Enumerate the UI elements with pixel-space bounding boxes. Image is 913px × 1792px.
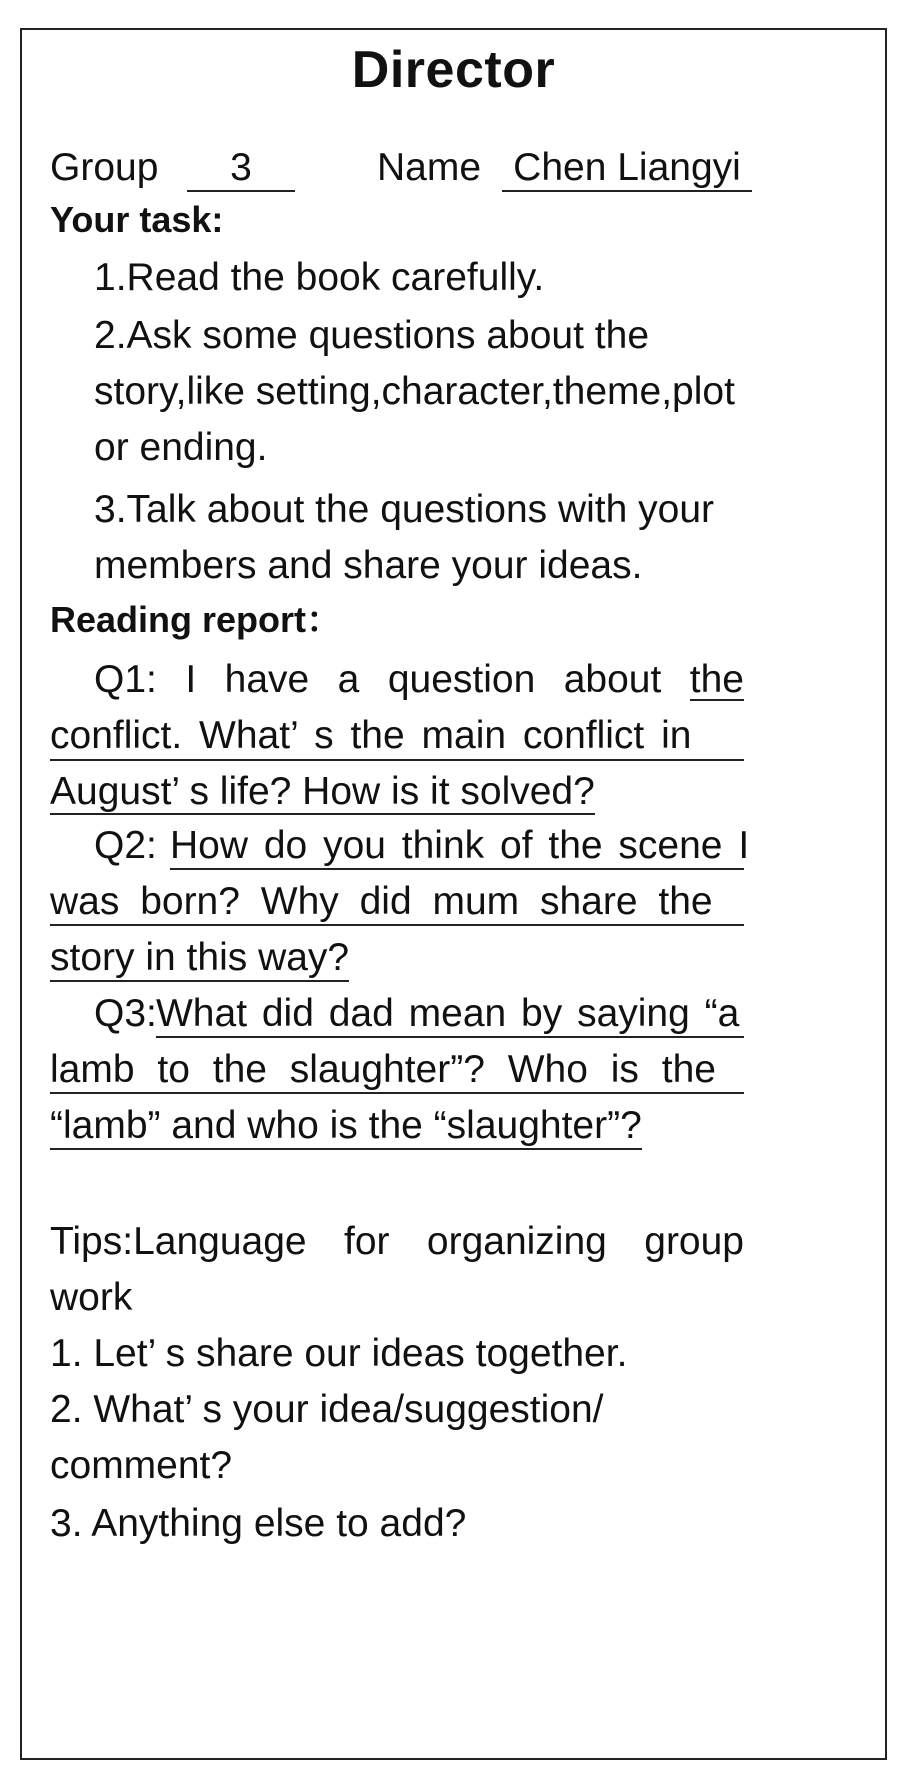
q2-line-3: story in this way?: [50, 938, 349, 982]
tips-word: for: [343, 1220, 390, 1263]
q1-word: a: [337, 658, 360, 701]
group-blank-line: [187, 190, 295, 192]
tips-word: Tips:Language: [50, 1220, 307, 1263]
q1-line-2: [50, 716, 744, 755]
tips-word: organizing: [426, 1220, 607, 1263]
tips-item-2: 2. What’ s your idea/suggestion/: [50, 1388, 604, 1431]
q1-line-1: [94, 660, 744, 701]
tips-item-3: 3. Anything else to add?: [50, 1502, 467, 1545]
q1-word: have: [224, 658, 310, 701]
q3-line-2: lamb to the slaughter”? Who is the: [50, 1050, 744, 1094]
report-heading: Reading report：: [50, 599, 343, 640]
group-value: 3: [230, 146, 252, 189]
q1-text: conflict. What’ s the main conflict in: [50, 714, 692, 757]
task-line-2: 2.Ask some questions about the: [94, 314, 650, 357]
q3-line-1: What did dad mean by saying “a: [156, 994, 744, 1038]
q1-label: Q1:: [94, 658, 157, 701]
task-line-4: or ending.: [94, 426, 268, 469]
name-value: Chen Liangyi: [513, 146, 741, 189]
q3-label: Q3:: [94, 992, 157, 1035]
q3-line-3: “lamb” and who is the “slaughter”?: [50, 1106, 642, 1150]
q1-underlined-word: the: [689, 658, 744, 701]
card-title: Director: [351, 41, 556, 99]
tips-word: group: [644, 1220, 744, 1263]
director-role-card: [20, 28, 887, 1760]
name-blank-line: [502, 190, 752, 192]
task-line-1: 1.Read the book carefully.: [94, 256, 545, 299]
q2-label: Q2:: [94, 824, 157, 867]
q1-underline-2: [50, 759, 744, 761]
name-label: Name: [377, 146, 482, 189]
q1-word: question: [387, 658, 536, 701]
q1-line-3: August’ s life? How is it solved?: [50, 770, 595, 813]
q2-line-2: was born? Why did mum share the: [50, 882, 744, 926]
tips-item-1: 1. Let’ s share our ideas together.: [50, 1332, 628, 1375]
task-line-3: story,like setting,character,theme,plot: [94, 370, 735, 413]
q2-line-1: How do you think of the scene I: [170, 826, 744, 870]
q1-word: about: [563, 658, 662, 701]
q1-word: I: [185, 658, 197, 701]
group-label: Group: [50, 146, 159, 189]
task-heading: Your task:: [50, 199, 224, 240]
task-line-6: members and share your ideas.: [94, 544, 643, 587]
tips-line-2: work: [50, 1276, 133, 1319]
tips-item-2-cont: comment?: [50, 1444, 233, 1487]
task-line-5: 3.Talk about the questions with your: [94, 488, 715, 531]
tips-line-1: [50, 1222, 744, 1261]
